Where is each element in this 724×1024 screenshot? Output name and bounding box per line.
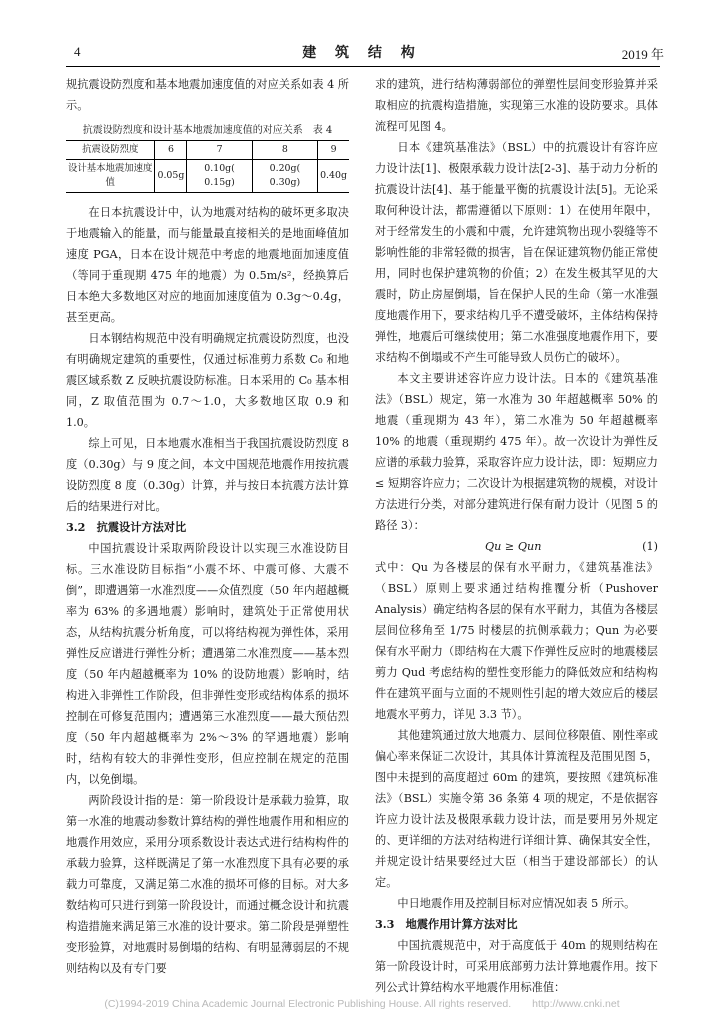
paragraph: 中国抗震设计采取两阶段设计以实现三水准设防目标。三水准设防目标指“小震不坏、中震可修、大震不倒”，即遭遇第一水准烈度——众值烈度（50 年内超越概率为 63% 的多遇地震）影响时，建筑处于正常使用状态，从结构抗震分析角度，可以将结构视为弹性体，采用弹性反应谱进行弹性分析；遭遇第二水准烈度——基本烈度（50 年内超越概率为 10% 的设防地震）影响时，结构进入非弹性工作阶段，但非弹性变形或结构体系的损坏控制在可修复范围内；遭遇第三水准烈度——最大预估烈度（50 年内超越概率为 2%～3% 的罕遇地震）影响时，结构有较大的非弹性变形，但应控制在规定的范围内，以免倒塌。 xyxy=(66,542,349,786)
table-cell: 8 xyxy=(252,141,317,160)
journal-title: 建 筑 结 构 xyxy=(302,45,422,61)
table-cell: 0.40g xyxy=(318,160,349,193)
equation-1 xyxy=(375,536,658,557)
table-caption: 抗震设防烈度和设计基本地震加速度值的对应关系 表 4 xyxy=(82,125,333,136)
equation-body: Qu ≥ Qun xyxy=(485,540,542,553)
section-heading: 3.3 地震作用计算方法对比 xyxy=(375,917,518,931)
paragraph: 在日本抗震设计中，认为地震对结构的破坏更多取决于地震输入的能量，而与能量最直接相关的是地面峰值加速度 PGA，日本在设计规范中考虑的地震地面加速度值（等同于重现期 475 年的地震）为 0.5m/s²，经换算后日本绝大多数地区对应的地面加速度值为 0.3g～0.4g，甚至更高。 xyxy=(66,206,349,324)
paragraph: 本文主要讲述容许应力设计法。日本的《建筑基准法》（BSL）规定，第一水准为 30 年超越概率 50% 的地震（重现期为 43 年），第二水准为 50 年超越概率 10% 的地震（重现期约 475 年）。故一次设计为弹性反应谱的承载力验算，采取容许应力设计法，即：短期应力 ≤ 短期容许应力；二次设计为根据建筑物的规模，对设计方法进行分类，对部分建筑进行保有耐力设计（见图 5 的路径 3）： xyxy=(375,372,658,532)
paragraph: 综上可见，日本地震水准相当于我国抗震设防烈度 8 度（0.30g）与 9 度之间，本文中国规范地震作用按抗震设防烈度 8 度（0.30g）计算，并与按日本抗震方法计算后的结果进行对比。 xyxy=(66,437,349,513)
page-number: 4 xyxy=(74,44,81,59)
table-cell: 0.05g xyxy=(155,160,187,193)
issue-year: 2019 年 xyxy=(621,47,664,62)
paragraph: 中日地震作用及控制目标对应情况如表 5 所示。 xyxy=(397,897,636,910)
paragraph: 日本钢结构规范中没有明确规定抗震设防烈度，也没有明确规定建筑的重要性，仅通过标准剪力系数 C₀ 和地震区域系数 Z 反映抗震设防标准。日本采用的 C₀ 基本相同，Z 取值范围为 0.7～1.0，大多数地区取 0.9 和 1.0。 xyxy=(66,332,349,429)
paragraph: 日本《建筑基准法》（BSL）中的抗震设计有容许应力设计法[1]、极限承载力设计法[2-3]、基于动力分析的抗震设计法[4]、基于能量平衡的抗震设计法[5]。无论采取何种设计法，都需遵循以下原则：1）在使用年限中，对于经常发生的小震和中震，允许建筑物出现小裂缝等不影响性能的非常轻微的损害，旨在保证建筑物仍能正常使用，同时也保护建筑物的价值；2）在发生极其罕见的大震时，防止房屋倒塌，旨在保护人民的生命（第一水准强度地震作用下，要求结构几乎不遭受破坏，主体结构保持弹性，地震后可继续使用；第二水准强度地震作用下，要求结构不倒塌或不产生可能导致人员伤亡的破坏）。 xyxy=(375,141,658,364)
paragraph: 两阶段设计指的是：第一阶段设计是承载力验算，取第一水准的地震动参数计算结构的弹性地震作用和相应的地震作用效应，采用分项系数设计表达式进行结构构件的承载力验算，这样既满足了第一水准烈度下具有必要的承载力可靠度，又满足第二水准的损坏可修的目标。对大多数结构可只进行到第一阶段设计，而通过概念设计和抗震构造措施来满足第三水准的设计要求。第二阶段是弹塑性变形验算，对地震时易倒塌的结构、有明显薄弱层的不规则结构以及有专门要 xyxy=(66,794,349,975)
table-cell: 6 xyxy=(155,141,187,160)
table-cell: 7 xyxy=(187,141,252,160)
paragraph: 式中：Qu 为各楼层的保有水平耐力，《建筑基准法》（BSL）原则上要求通过结构推覆分析（Pushover Analysis）确定结构各层的保有水平耐力，其值为各楼层层间位移角至 1/75 时楼层的抗侧承载力；Qun 为必要保有水平耐力（即结构在大震下作弹性反应时的地震楼层剪力 Qud 考虑结构的塑性变形能力的降低效应和结构构件在建筑平面与立面的不规则性引起的增大效应后的楼层地震水平剪力，详见 3.3 节）。 xyxy=(375,561,658,721)
paragraph: 中国抗震规范中，对于高度低于 40m 的规则结构在第一阶段设计时，可采用底部剪力法计算地震作用。按下列公式计算结构水平地震作用标准值： xyxy=(375,939,658,994)
equation-number: (1) xyxy=(642,540,658,553)
page-header xyxy=(0,0,724,70)
header-rule xyxy=(66,66,660,67)
table-row xyxy=(66,141,349,160)
table-cell: 0.10g( 0.15g) xyxy=(187,160,252,193)
table-cell: 设计基本地震加速度值 xyxy=(66,160,155,193)
paragraph: 其他建筑通过放大地震力、层间位移限值、刚性率或偏心率来保证二次设计，其具体计算流程及范围见图 5，图中未提到的高度超过 60m 的建筑，要按照《建筑标准法》（BSL）实施令第 36 条第 4 项的规定，不是依据容许应力设计法及极限承载力设计法，而是要用另外规定的、更详细的方法对结构进行详细计算、确保其安全性，并规定设计结果要经过大臣（相当于建设部部长）的认定。 xyxy=(375,729,658,889)
table-cell: 0.20g( 0.30g) xyxy=(252,160,317,193)
paragraph: 求的建筑，进行结构薄弱部位的弹塑性层间变形验算并采取相应的抗震构造措施，实现第三水准的设防要求。具体流程可见图 4。 xyxy=(375,78,658,133)
paragraph: 规抗震设防烈度和基本地震加速度值的对应关系如表 4 所示。 xyxy=(66,78,349,112)
table-cell: 9 xyxy=(318,141,349,160)
copyright-footer: (C)1994-2019 China Academic Journal Electronic Publishing House. All rights reserved. http://www.cnki.net xyxy=(104,998,620,1010)
table-cell: 抗震设防烈度 xyxy=(66,141,155,160)
table-4 xyxy=(66,140,349,193)
right-column xyxy=(375,74,658,998)
table-row xyxy=(66,160,349,193)
section-heading: 3.2 抗震设计方法对比 xyxy=(66,520,187,534)
left-column xyxy=(66,74,349,979)
